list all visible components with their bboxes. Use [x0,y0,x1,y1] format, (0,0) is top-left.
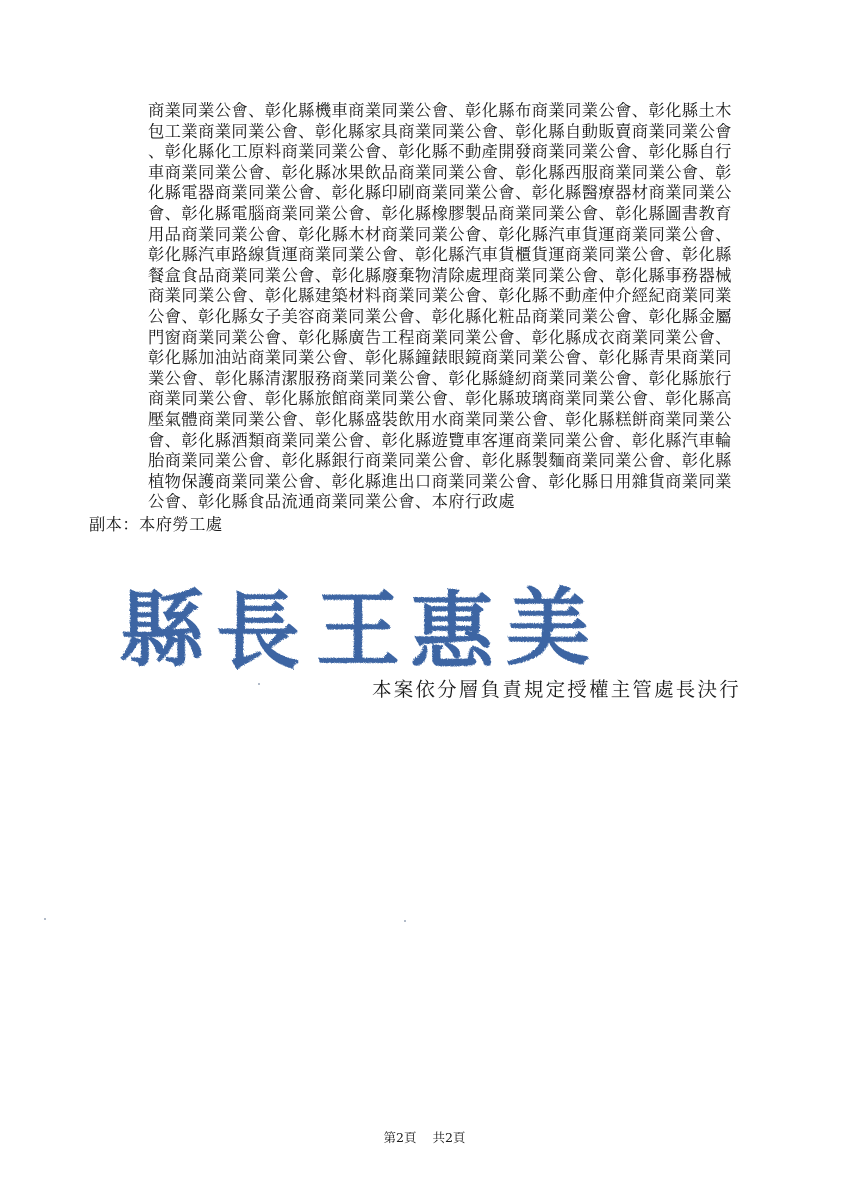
magistrate-seal-stamp [120,575,600,675]
recipient-line: 植物保護商業同業公會、彰化縣進出口商業同業公會、彰化縣日用雜貨商業同業 [148,471,732,491]
recipient-line: 門窗商業同業公會、彰化縣廣告工程商業同業公會、彰化縣成衣商業同業公會、 [148,327,732,347]
recipient-line: 業公會、彰化縣清潔服務商業同業公會、彰化縣縫紉商業同業公會、彰化縣旅行 [148,368,732,388]
recipient-line: 車商業同業公會、彰化縣冰果飲品商業同業公會、彰化縣西服商業同業公會、彰 [148,162,732,182]
seal-char: 長 [216,582,301,675]
seal-char: 美 [506,578,591,675]
page-footer [0,1128,849,1146]
seal-char: 王 [316,580,401,675]
recipient-line: 會、彰化縣酒類商業同業公會、彰化縣遊覽車客運商業同業公會、彰化縣汽車輪 [148,430,732,450]
recipient-line: 商業同業公會、彰化縣旅館商業同業公會、彰化縣玻璃商業同業公會、彰化縣高 [148,389,732,409]
recipient-line: 公會、彰化縣食品流通商業同業公會、本府行政處 [148,492,515,512]
scan-speck [44,918,46,920]
recipient-line: 化縣電器商業同業公會、彰化縣印刷商業同業公會、彰化縣醫療器材商業同業公 [148,183,732,203]
delegation-note: 本案依分層負責規定授權主管處長決行 [372,678,741,701]
seal-char: 惠 [410,582,495,675]
copy-recipient: 副本：本府勞工處 [89,515,223,534]
recipient-line: 用品商業同業公會、彰化縣木材商業同業公會、彰化縣汽車貨運商業同業公會、 [148,224,732,244]
recipient-line: 會、彰化縣電腦商業同業公會、彰化縣橡膠製品商業同業公會、彰化縣圖書教育 [148,203,732,223]
recipient-line: 壓氣體商業同業公會、彰化縣盛裝飲用水商業同業公會、彰化縣糕餅商業同業公 [148,409,732,429]
scan-speck [258,683,260,685]
page-number: 第2頁 [383,1130,417,1145]
recipient-line: 彰化縣加油站商業同業公會、彰化縣鐘錶眼鏡商業同業公會、彰化縣青果商業同 [148,348,732,368]
recipient-line: 公會、彰化縣女子美容商業同業公會、彰化縣化粧品商業同業公會、彰化縣金屬 [148,306,732,326]
recipient-line: 包工業商業同業公會、彰化縣家具商業同業公會、彰化縣自動販賣商業同業公會 [148,121,732,141]
recipient-list [148,101,763,513]
recipient-line: 、彰化縣化工原料商業同業公會、彰化縣不動產開發商業同業公會、彰化縣自行 [148,142,732,162]
recipient-line: 胎商業同業公會、彰化縣銀行商業同業公會、彰化縣製麵商業同業公會、彰化縣 [148,451,732,471]
scan-speck [404,920,406,922]
page-total: 共2頁 [432,1130,466,1145]
recipient-line: 彰化縣汽車路線貨運商業同業公會、彰化縣汽車貨櫃貨運商業同業公會、彰化縣 [148,245,732,265]
recipient-line: 商業同業公會、彰化縣建築材料商業同業公會、彰化縣不動產仲介經紀商業同業 [148,286,732,306]
seal-graphic [120,575,600,675]
recipient-line: 商業同業公會、彰化縣機車商業同業公會、彰化縣布商業同業公會、彰化縣土木 [148,101,732,120]
seal-char: 縣 [120,580,205,675]
recipient-line: 餐盒食品商業同業公會、彰化縣廢棄物清除處理商業同業公會、彰化縣事務器械 [148,265,732,285]
